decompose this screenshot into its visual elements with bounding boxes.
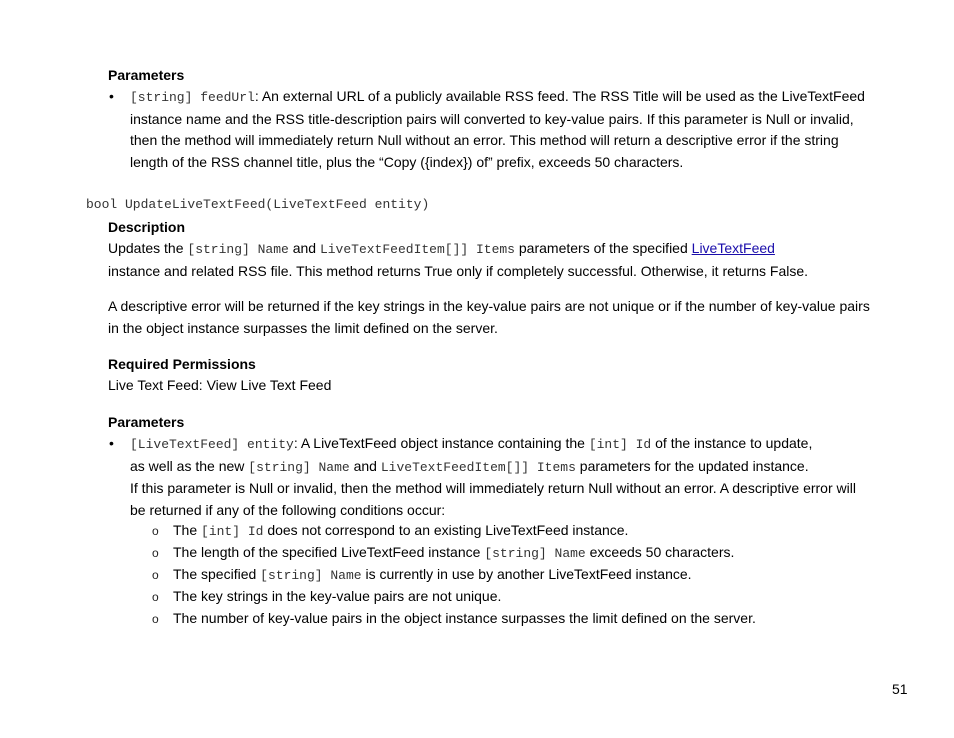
entity-param-desc-1: : A LiveTextFeed object instance containing the bbox=[293, 435, 589, 451]
description-text bbox=[108, 238, 888, 282]
circle-bullet-icon: o bbox=[152, 612, 159, 626]
desc-code-name: [string] Name bbox=[187, 242, 289, 257]
desc-text-2: and bbox=[288, 240, 320, 256]
desc-text-3: parameters of the specified bbox=[515, 240, 692, 256]
condition-pre: The specified bbox=[173, 566, 261, 582]
circle-bullet-icon: o bbox=[152, 524, 159, 538]
entity-param-code-name: [string] Name bbox=[248, 459, 350, 475]
desc-text-4: instance and related RSS file. This method returns True only if completely successful. Otherwise, it returns False. bbox=[108, 262, 809, 279]
conditions-list bbox=[150, 520, 890, 630]
feedurl-param-text bbox=[130, 86, 875, 173]
list-item bbox=[150, 520, 890, 542]
entity-param-desc-2: of the instance to update, bbox=[651, 435, 813, 451]
entity-param-desc-6: If this parameter is Null or invalid, then the method will immediately return Null without an error. A descriptive error will be returned if any of the following conditions occur: bbox=[130, 480, 856, 518]
entity-param-code-items: LiveTextFeedItem[]] Items bbox=[380, 459, 576, 475]
entity-param-text bbox=[130, 433, 890, 521]
condition-code: [int] Id bbox=[201, 524, 264, 539]
desc-code-items: LiveTextFeedItem[]] Items bbox=[319, 242, 515, 257]
condition-post: is currently in use by another LiveTextFeed instance. bbox=[361, 566, 692, 582]
method-signature: bool UpdateLiveTextFeed(LiveTextFeed entity) bbox=[86, 197, 430, 212]
entity-param-desc-3: as well as the new bbox=[130, 457, 249, 474]
condition-text bbox=[173, 608, 756, 630]
condition-pre: The bbox=[173, 522, 202, 538]
bullet-dot: • bbox=[109, 435, 114, 451]
parameters-heading-2: Parameters bbox=[108, 414, 185, 430]
condition-post: exceeds 50 characters. bbox=[585, 544, 735, 560]
parameters-heading-1: Parameters bbox=[108, 67, 185, 83]
description-paragraph-2: A descriptive error will be returned if the key strings in the key-value pairs are not unique or if the number of key-value pairs in the object instance surpasses the limit defined on the server. bbox=[108, 298, 870, 336]
condition-text bbox=[173, 564, 692, 587]
circle-bullet-icon: o bbox=[152, 546, 159, 560]
condition-pre: The length of the specified LiveTextFeed instance bbox=[173, 544, 485, 560]
condition-post: does not correspond to an existing LiveTextFeed instance. bbox=[263, 522, 629, 538]
page-number: 51 bbox=[892, 681, 908, 697]
condition-code: [string] Name bbox=[260, 568, 362, 583]
feedurl-param-code: [string] feedUrl bbox=[130, 90, 255, 105]
permissions-heading: Required Permissions bbox=[108, 356, 256, 372]
bullet-dot: • bbox=[109, 88, 114, 104]
list-item bbox=[150, 564, 890, 586]
desc-text-1: Updates the bbox=[108, 240, 188, 256]
condition-pre: The key strings in the key-value pairs are not unique. bbox=[173, 588, 502, 604]
condition-text bbox=[173, 586, 501, 608]
entity-param-code: [LiveTextFeed] entity bbox=[130, 437, 294, 452]
description-heading: Description bbox=[108, 219, 186, 235]
entity-param-code-id: [int] Id bbox=[588, 437, 652, 452]
list-item bbox=[150, 586, 890, 608]
feedurl-param-desc: : An external URL of a publicly available RSS feed. The RSS Title will be used as the LiveTextFeed instance name and the RSS title-description pairs will converted to key-value pairs. If this parameter is Null or invalid, then the method will immediately return Null without an error. This method will return a descriptive error if the string length of the RSS channel title, plus the “Copy ({index}) of” prefix, exceeds 50 characters. bbox=[130, 88, 865, 170]
entity-param-desc-4: and bbox=[349, 457, 381, 474]
entity-param-desc-5: parameters for the updated instance. bbox=[575, 457, 809, 474]
list-item bbox=[150, 542, 890, 564]
condition-text bbox=[173, 542, 734, 565]
condition-text bbox=[173, 520, 628, 543]
livetextfeed-link[interactable]: LiveTextFeed bbox=[691, 240, 775, 256]
permissions-text: Live Text Feed: View Live Text Feed bbox=[108, 377, 332, 393]
circle-bullet-icon: o bbox=[152, 590, 159, 604]
list-item bbox=[150, 608, 890, 630]
condition-code: [string] Name bbox=[484, 546, 586, 561]
circle-bullet-icon: o bbox=[152, 568, 159, 582]
condition-pre: The number of key-value pairs in the object instance surpasses the limit defined on the server. bbox=[173, 610, 756, 626]
